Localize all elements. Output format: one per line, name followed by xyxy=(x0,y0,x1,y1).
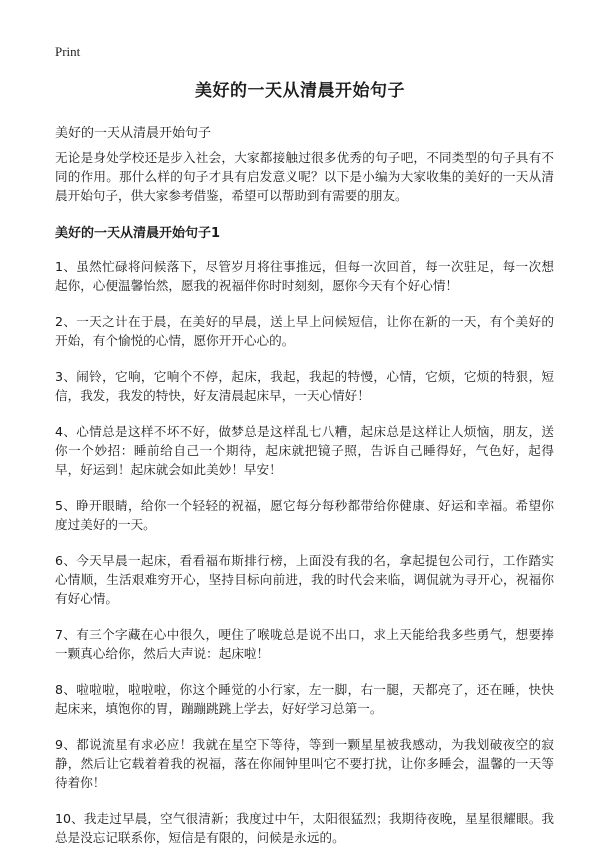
document-subtitle: 美好的一天从清晨开始句子 xyxy=(55,126,212,141)
document-body xyxy=(55,148,554,864)
section-heading: 美好的一天从清晨开始句子1 xyxy=(55,226,221,241)
list-item: 3、闹铃，它响，它响个不停，起床，我起，我起的特慢，心情，它烦，它烦的特狠，短信，我发，我发的特快，好友清晨起床早，一天心情好！ xyxy=(55,369,554,403)
document-title: 美好的一天从清晨开始句子 xyxy=(195,81,405,101)
list-item: 2、一天之计在于晨，在美好的早晨，送上早上问候短信，让你在新的一天，有个美好的开始，有个愉悦的心情，愿你开开心心的。 xyxy=(55,314,554,348)
intro-paragraph: 无论是身处学校还是步入社会，大家都接触过很多优秀的句子吧，不同类型的句子具有不同的作用。那什么样的句子才具有启发意义呢？以下是小编为大家收集的美好的一天从清晨开始句子，供大家参考借鉴，希望可以帮助到有需要的朋友。 xyxy=(55,150,554,203)
list-item: 7、有三个字藏在心中很久，哽住了喉咙总是说不出口，求上天能给我多些勇气，想要捧一颗真心给你，然后大声说：起床啦！ xyxy=(55,627,554,661)
list-item: 5、睁开眼睛，给你一个轻轻的祝福，愿它每分每秒都带给你健康、好运和幸福。希望你度过美好的一天。 xyxy=(55,498,554,532)
list-item: 1、虽然忙碌将问候落下，尽管岁月将往事推远，但每一次回首，每一次驻足，每一次想起你，心便温馨怡然，愿我的祝福伴你时时刻刻，愿你今天有个好心情！ xyxy=(55,259,554,293)
list-item: 8、啦啦啦，啦啦啦，你这个睡觉的小行家，左一脚，右一腿，天都亮了，还在睡，快快起床来，填饱你的胃，蹦蹦跳跳上学去，好好学习总第一。 xyxy=(55,682,554,716)
list-item: 9、都说流星有求必应！我就在星空下等待，等到一颗星星被我感动，为我划破夜空的寂静，然后让它载着着我的祝福，落在你闹钟里叫它不要打扰，让你多睡会，温馨的一天等待着你！ xyxy=(55,737,554,790)
list-item: 6、今天早晨一起床，看看福布斯排行榜，上面没有我的名，拿起提包公司行，工作踏实心情顺，生活艰难穷开心，坚持目标向前进，我的时代会来临，调侃就为寻开心，祝福你有好心情。 xyxy=(55,553,554,606)
list-item: 4、心情总是这样不坏不好，做梦总是这样乱七八糟，起床总是这样让人烦恼，朋友，送你一个妙招：睡前给自己一个期待，起床就把镜子照，告诉自己睡得好，气色好，起得早，好运到！起床就会如此美妙！早安！ xyxy=(55,424,554,477)
print-link[interactable]: Print xyxy=(55,44,81,59)
list-item: 10、我走过早晨，空气很清新；我度过中午，太阳很猛烈；我期待夜晚，星星很耀眼。我总是没忘记联系你，短信是有限的，问候是永远的。 xyxy=(55,811,554,845)
